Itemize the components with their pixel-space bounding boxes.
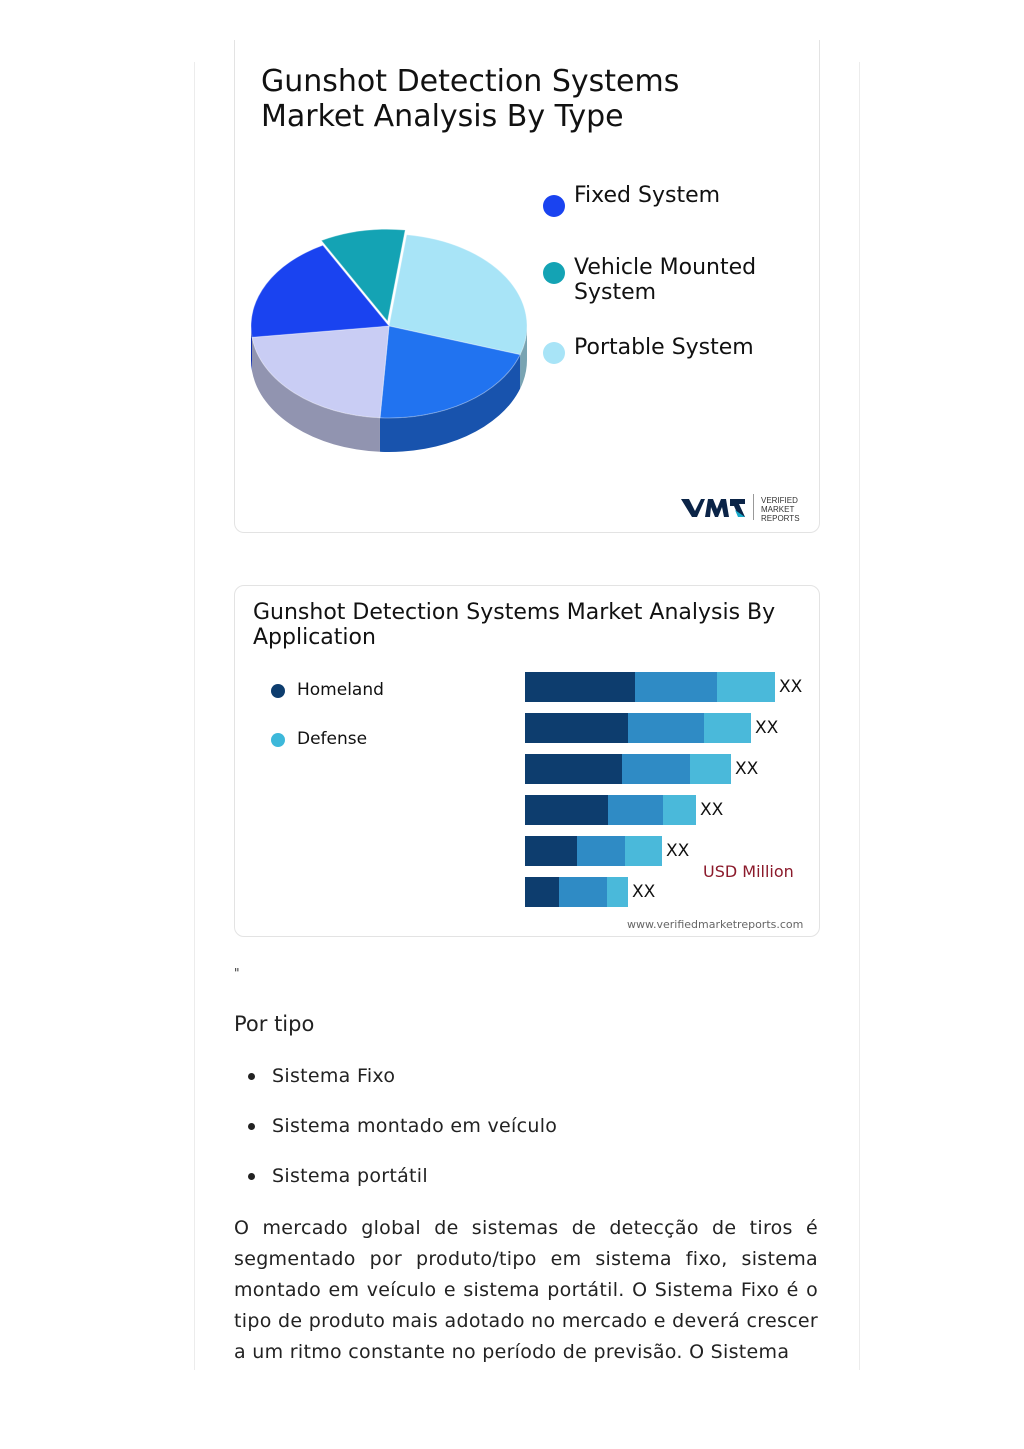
legend-label-portable: Portable System: [574, 335, 754, 360]
bullet-icon: [248, 1073, 255, 1080]
legend-swatch-vehicle: [543, 262, 565, 284]
legend-item-portable: [539, 335, 809, 375]
application-bar-chart: [235, 586, 819, 936]
legend-item-fixed-system: [539, 183, 809, 233]
type-chart-legend: [539, 178, 809, 375]
legend-swatch-portable: [543, 342, 565, 364]
list-item-text: Sistema Fixo: [272, 1065, 396, 1087]
bar-segment: [622, 754, 690, 784]
bar-segment: [525, 713, 628, 743]
list-item: [272, 1114, 557, 1164]
legend-label-homeland: Homeland: [297, 680, 384, 700]
list-item-text: Sistema portátil: [272, 1165, 428, 1187]
bar-segment: [525, 754, 622, 784]
legend-label-fixed: Fixed System: [574, 183, 721, 208]
type-pie-chart: [249, 226, 539, 476]
bar-segment: [525, 877, 559, 907]
type-list: [272, 1064, 557, 1214]
list-item-text: Sistema montado em veículo: [272, 1115, 558, 1137]
bullet-icon: [248, 1123, 255, 1130]
list-item: [272, 1064, 557, 1114]
bar-segment: [690, 754, 731, 784]
unit-label: USD Million: [703, 862, 794, 881]
bar-segment: [625, 836, 662, 866]
bar-segment: [525, 795, 608, 825]
stray-quote-mark: ": [234, 966, 240, 980]
bar-segment: [635, 672, 717, 702]
type-chart-title: Gunshot Detection Systems Market Analysis By Type: [261, 64, 680, 134]
bar-segment: [525, 836, 577, 866]
type-chart-card: [234, 40, 820, 533]
bar-value-label: XX: [755, 718, 779, 738]
legend-label-vehicle: Vehicle Mounted System: [574, 255, 757, 305]
bar-value-label: XX: [735, 759, 759, 779]
bar-segment: [717, 672, 775, 702]
bar-segment: [607, 877, 628, 907]
vmr-logo-divider: [753, 494, 754, 520]
section-heading: Por tipo: [234, 1012, 315, 1036]
bar-segment: [608, 795, 663, 825]
application-chart-title: Gunshot Detection Systems Market Analysis By Application: [253, 600, 776, 650]
legend-item-vehicle-mounted: [539, 255, 764, 335]
vmr-logo-text: VERIFIED MARKET REPORTS: [761, 496, 800, 523]
list-item: [272, 1164, 557, 1214]
legend-swatch-fixed: [543, 195, 565, 217]
bar-value-label: XX: [700, 800, 724, 820]
bar-value-label: XX: [666, 841, 690, 861]
bullet-icon: [248, 1173, 255, 1180]
legend-label-defense: Defense: [297, 729, 368, 749]
bar-value-label: XX: [632, 882, 656, 902]
bar-segment: [704, 713, 751, 743]
vmr-mark-icon: [681, 496, 747, 520]
bar-segment: [663, 795, 696, 825]
bar-segment: [628, 713, 704, 743]
application-chart-card: [234, 585, 820, 937]
bar-segment: [525, 672, 635, 702]
source-url: www.verifiedmarketreports.com: [627, 918, 804, 931]
vmr-logo: [681, 492, 811, 522]
body-paragraph: O mercado global de sistemas de detecção de tiros é segmentado por produto/tipo em sistema fixo, sistema montado em veículo e sistema portátil. O Sistema Fixo é o tipo de produto mais adotado no mercado e deverá crescer a um ritmo constante no período de previsão. O Sistema: [234, 1217, 818, 1363]
bar-segment: [559, 877, 607, 907]
bar-value-label: XX: [779, 677, 803, 697]
bar-segment: [577, 836, 625, 866]
